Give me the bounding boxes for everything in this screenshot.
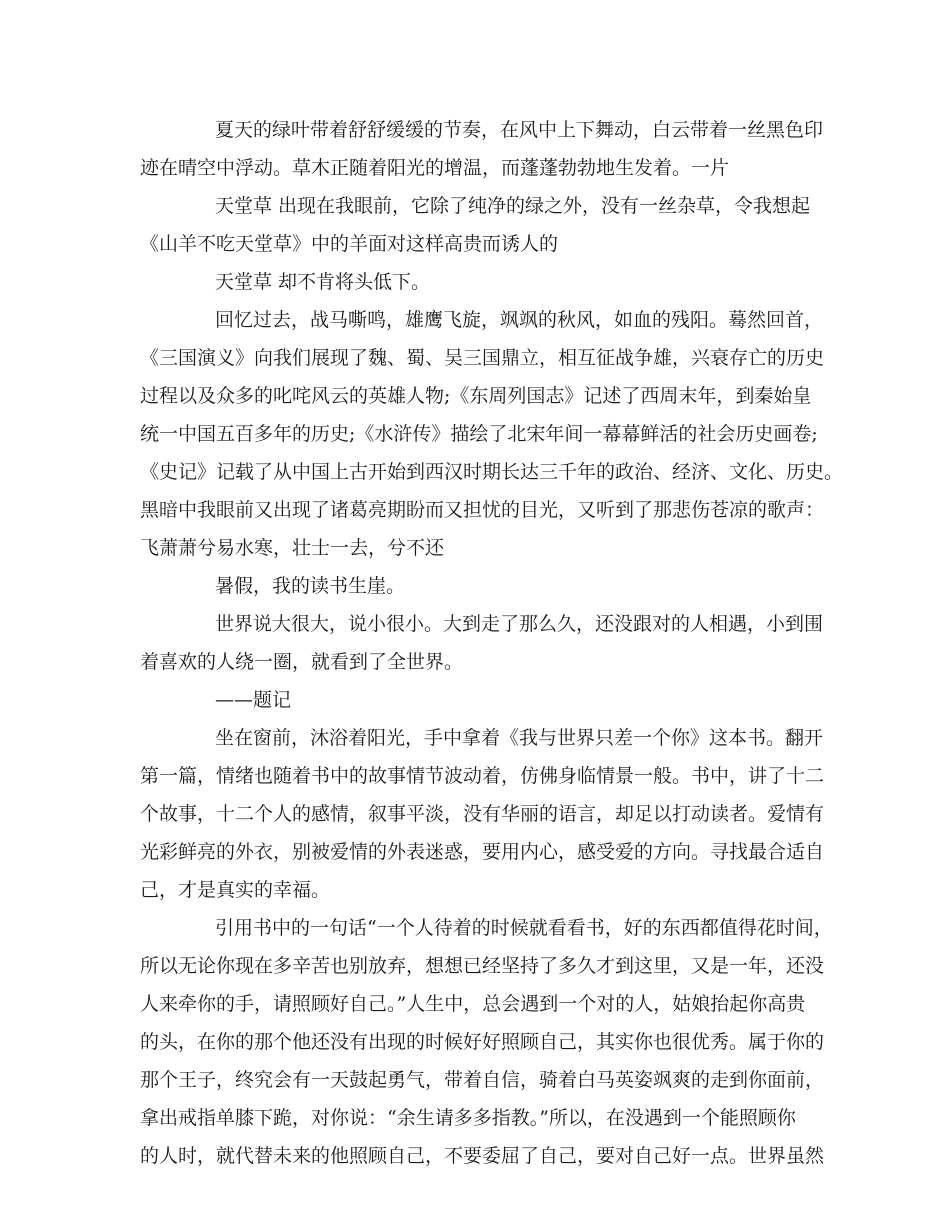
- text-line: 所以无论你现在多辛苦也别放弃，想想已经坚持了多久才到这里，又是一年，还没: [140, 955, 825, 977]
- text-line: 暑假，我的读书生崖。: [215, 575, 406, 597]
- text-line: 第一篇，情绪也随着书中的故事情节波动着，仿佛身临情景一般。书中，讲了十二: [140, 765, 825, 787]
- text-line: 人来牵你的手，请照顾好自己。”人生中，总会遇到一个对的人，姑娘抬起你高贵: [140, 993, 806, 1015]
- text-line: 天堂草 却不肯将头低下。: [215, 271, 431, 293]
- text-line: 世界说大很大，说小很小。大到走了那么久，还没跟对的人相遇，小到围: [215, 613, 824, 635]
- text-line: 夏天的绿叶带着舒舒缓缓的节奏，在风中上下舞动，白云带着一丝黑色印: [215, 119, 824, 141]
- text-line: 的头，在你的那个他还没有出现的时候好好照顾自己，其实你也很优秀。属于你的: [140, 1031, 825, 1053]
- text-line: 过程以及众多的叱咤风云的英雄人物;《东周列国志》记述了西周末年，到秦始皇: [140, 385, 812, 407]
- text-line: 光彩鲜亮的外衣，别被爱情的外表迷惑，要用内心，感受爱的方向。寻找最合适自: [140, 841, 825, 863]
- epigraph-label: ——题记: [215, 689, 292, 711]
- text-line: 己，才是真实的幸福。: [140, 879, 331, 901]
- text-line: 统一中国五百多年的历史;《水浒传》描绘了北宋年间一幕幕鲜活的社会历史画卷;: [140, 423, 818, 445]
- text-line: 飞萧萧兮易水寒，壮士一去，兮不还: [140, 537, 445, 559]
- text-line: 坐在窗前，沐浴着阳光，手中拿着《我与世界只差一个你》这本书。翻开: [215, 727, 824, 749]
- text-line: 迹在晴空中浮动。草木正随着阳光的增温，而蓬蓬勃勃地生发着。一片: [140, 157, 730, 179]
- text-line: 那个王子，终究会有一天鼓起勇气，带着自信，骑着白马英姿飒爽的走到你面前，: [140, 1069, 825, 1091]
- text-line: 个故事，十二个人的感情，叙事平淡，没有华丽的语言，却足以打动读者。爱情有: [140, 803, 825, 825]
- text-line: 《三国演义》向我们展现了魏、蜀、吴三国鼎立，相互征战争雄，兴衰存亡的历史: [140, 347, 825, 369]
- text-line: 回忆过去，战马嘶鸣，雄鹰飞旋，飒飒的秋风，如血的残阳。蓦然回首，: [215, 309, 824, 331]
- text-line: 拿出戒指单膝下跪，对你说：“余生请多多指教。”所以，在没遇到一个能照顾你: [140, 1107, 796, 1129]
- text-line: 《山羊不吃天堂草》中的羊面对这样高贵而诱人的: [140, 233, 559, 255]
- text-line: 黑暗中我眼前又出现了诸葛亮期盼而又担忧的目光，又听到了那悲伤苍凉的歌声：: [140, 499, 825, 521]
- text-line: 着喜欢的人绕一圈，就看到了全世界。: [140, 651, 464, 673]
- text-line: 引用书中的一句话“一个人待着的时候就看看书，好的东西都值得花时间，: [215, 917, 833, 939]
- text-line: 天堂草 出现在我眼前，它除了纯净的绿之外，没有一丝杂草，令我想起: [215, 195, 811, 217]
- text-line: 《史记》记载了从中国上古开始到西汉时期长达三千年的政治、经济、文化、历史。: [140, 461, 844, 483]
- text-line: 的人时，就代替未来的他照顾自己，不要委屈了自己，要对自己好一点。世界虽然: [140, 1145, 825, 1167]
